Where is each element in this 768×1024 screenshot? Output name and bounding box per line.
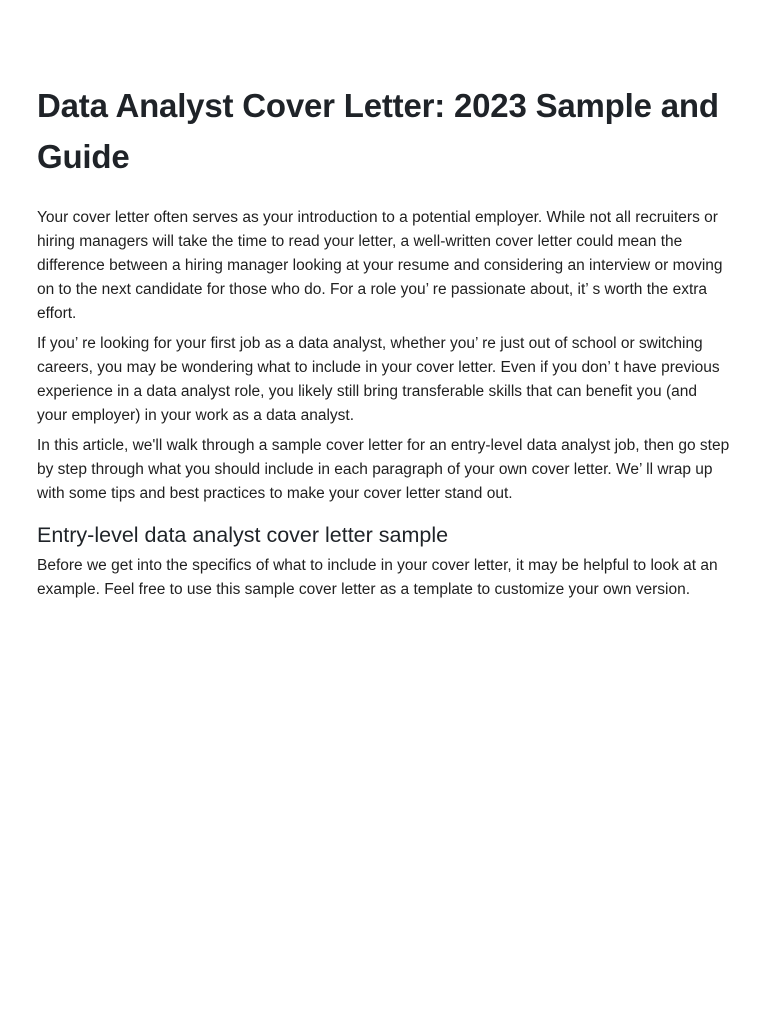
page-title: Data Analyst Cover Letter: 2023 Sample and Guide	[37, 87, 719, 175]
section-heading: Entry-level data analyst cover letter sample	[37, 523, 449, 547]
intro-paragraph-2: If you’ re looking for your first job as a data analyst, whether you’ re just out of school or switching careers, you may be wondering what to include in your cover letter. Even if you don’ t have previous experience in a data analyst role, you likely still bring transferable skills that can benefit you (and your employer) in your work as a data analyst.	[37, 335, 720, 424]
section-paragraph: Before we get into the specifics of what to include in your cover letter, it may be helpful to look at an example. Feel free to use this sample cover letter as a template to customize your own version.	[37, 557, 718, 598]
article	[37, 80, 731, 608]
intro-paragraph-3: In this article, we'll walk through a sample cover letter for an entry-level data analyst job, then go step by step through what you should include in each paragraph of your own cover letter. We’ ll wrap up with some tips and best practices to make your cover letter stand out.	[37, 437, 730, 502]
intro-paragraph-1: Your cover letter often serves as your introduction to a potential employer. While not all recruiters or hiring managers will take the time to read your letter, a well-written cover letter could mean the difference between a hiring manager looking at your resume and considering an interview or moving on to the next candidate for those who do. For a role you’ re passionate about, it’ s worth the extra effort.	[37, 209, 723, 322]
